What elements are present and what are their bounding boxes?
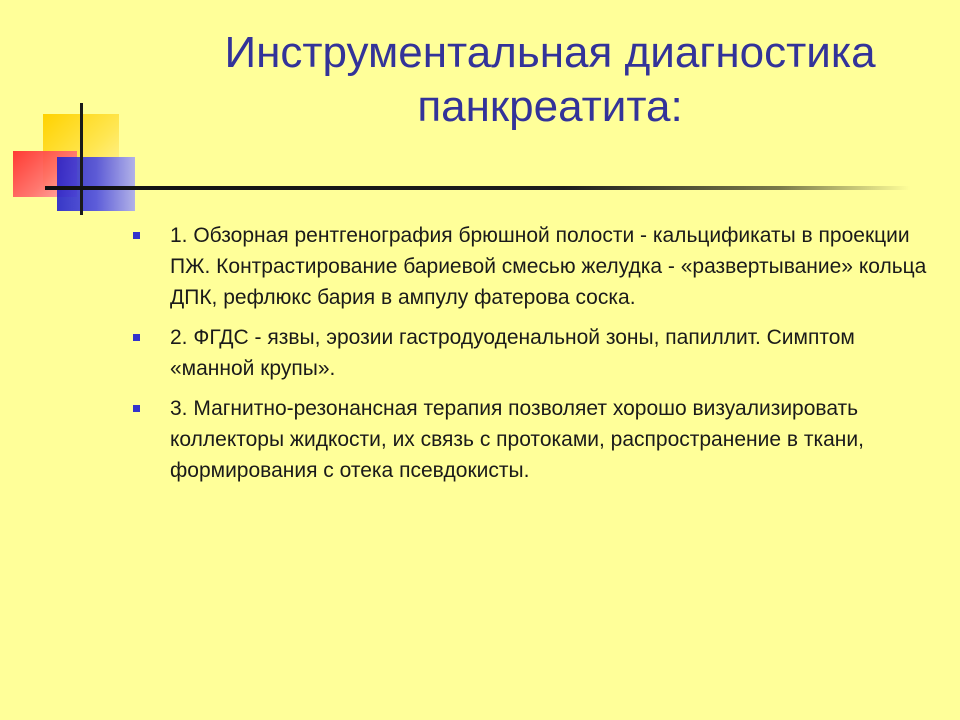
decorative-vertical-line <box>80 103 83 215</box>
bullet-text: 1. Обзорная рентгенография брюшной полости - кальцификаты в проекции ПЖ. Контрастирование бариевой смесью желудка - «развертывание» кольца ДПК, рефлюкс бария в ампулу фатерова соска. <box>170 224 927 309</box>
bullet-item <box>130 220 930 313</box>
bullet-text: 2. ФГДС - язвы, эрозии гастродуоденальной зоны, папиллит. Симптом «манной крупы». <box>170 326 855 380</box>
bullet-item <box>130 322 930 384</box>
title-divider-line <box>45 186 910 190</box>
square-bullet-icon <box>133 405 140 412</box>
square-bullet-icon <box>133 334 140 341</box>
bullet-item <box>130 393 930 486</box>
bullet-list <box>130 220 930 495</box>
square-bullet-icon <box>133 232 140 239</box>
decorative-blue-square <box>57 157 135 211</box>
bullet-text: 3. Магнитно-резонансная терапия позволяет хорошо визуализировать коллекторы жидкости, их связь с протоками, распространение в ткани, формирования с отека псевдокисты. <box>170 397 864 482</box>
slide-title: Инструментальная диагностика панкреатита: <box>224 28 876 131</box>
